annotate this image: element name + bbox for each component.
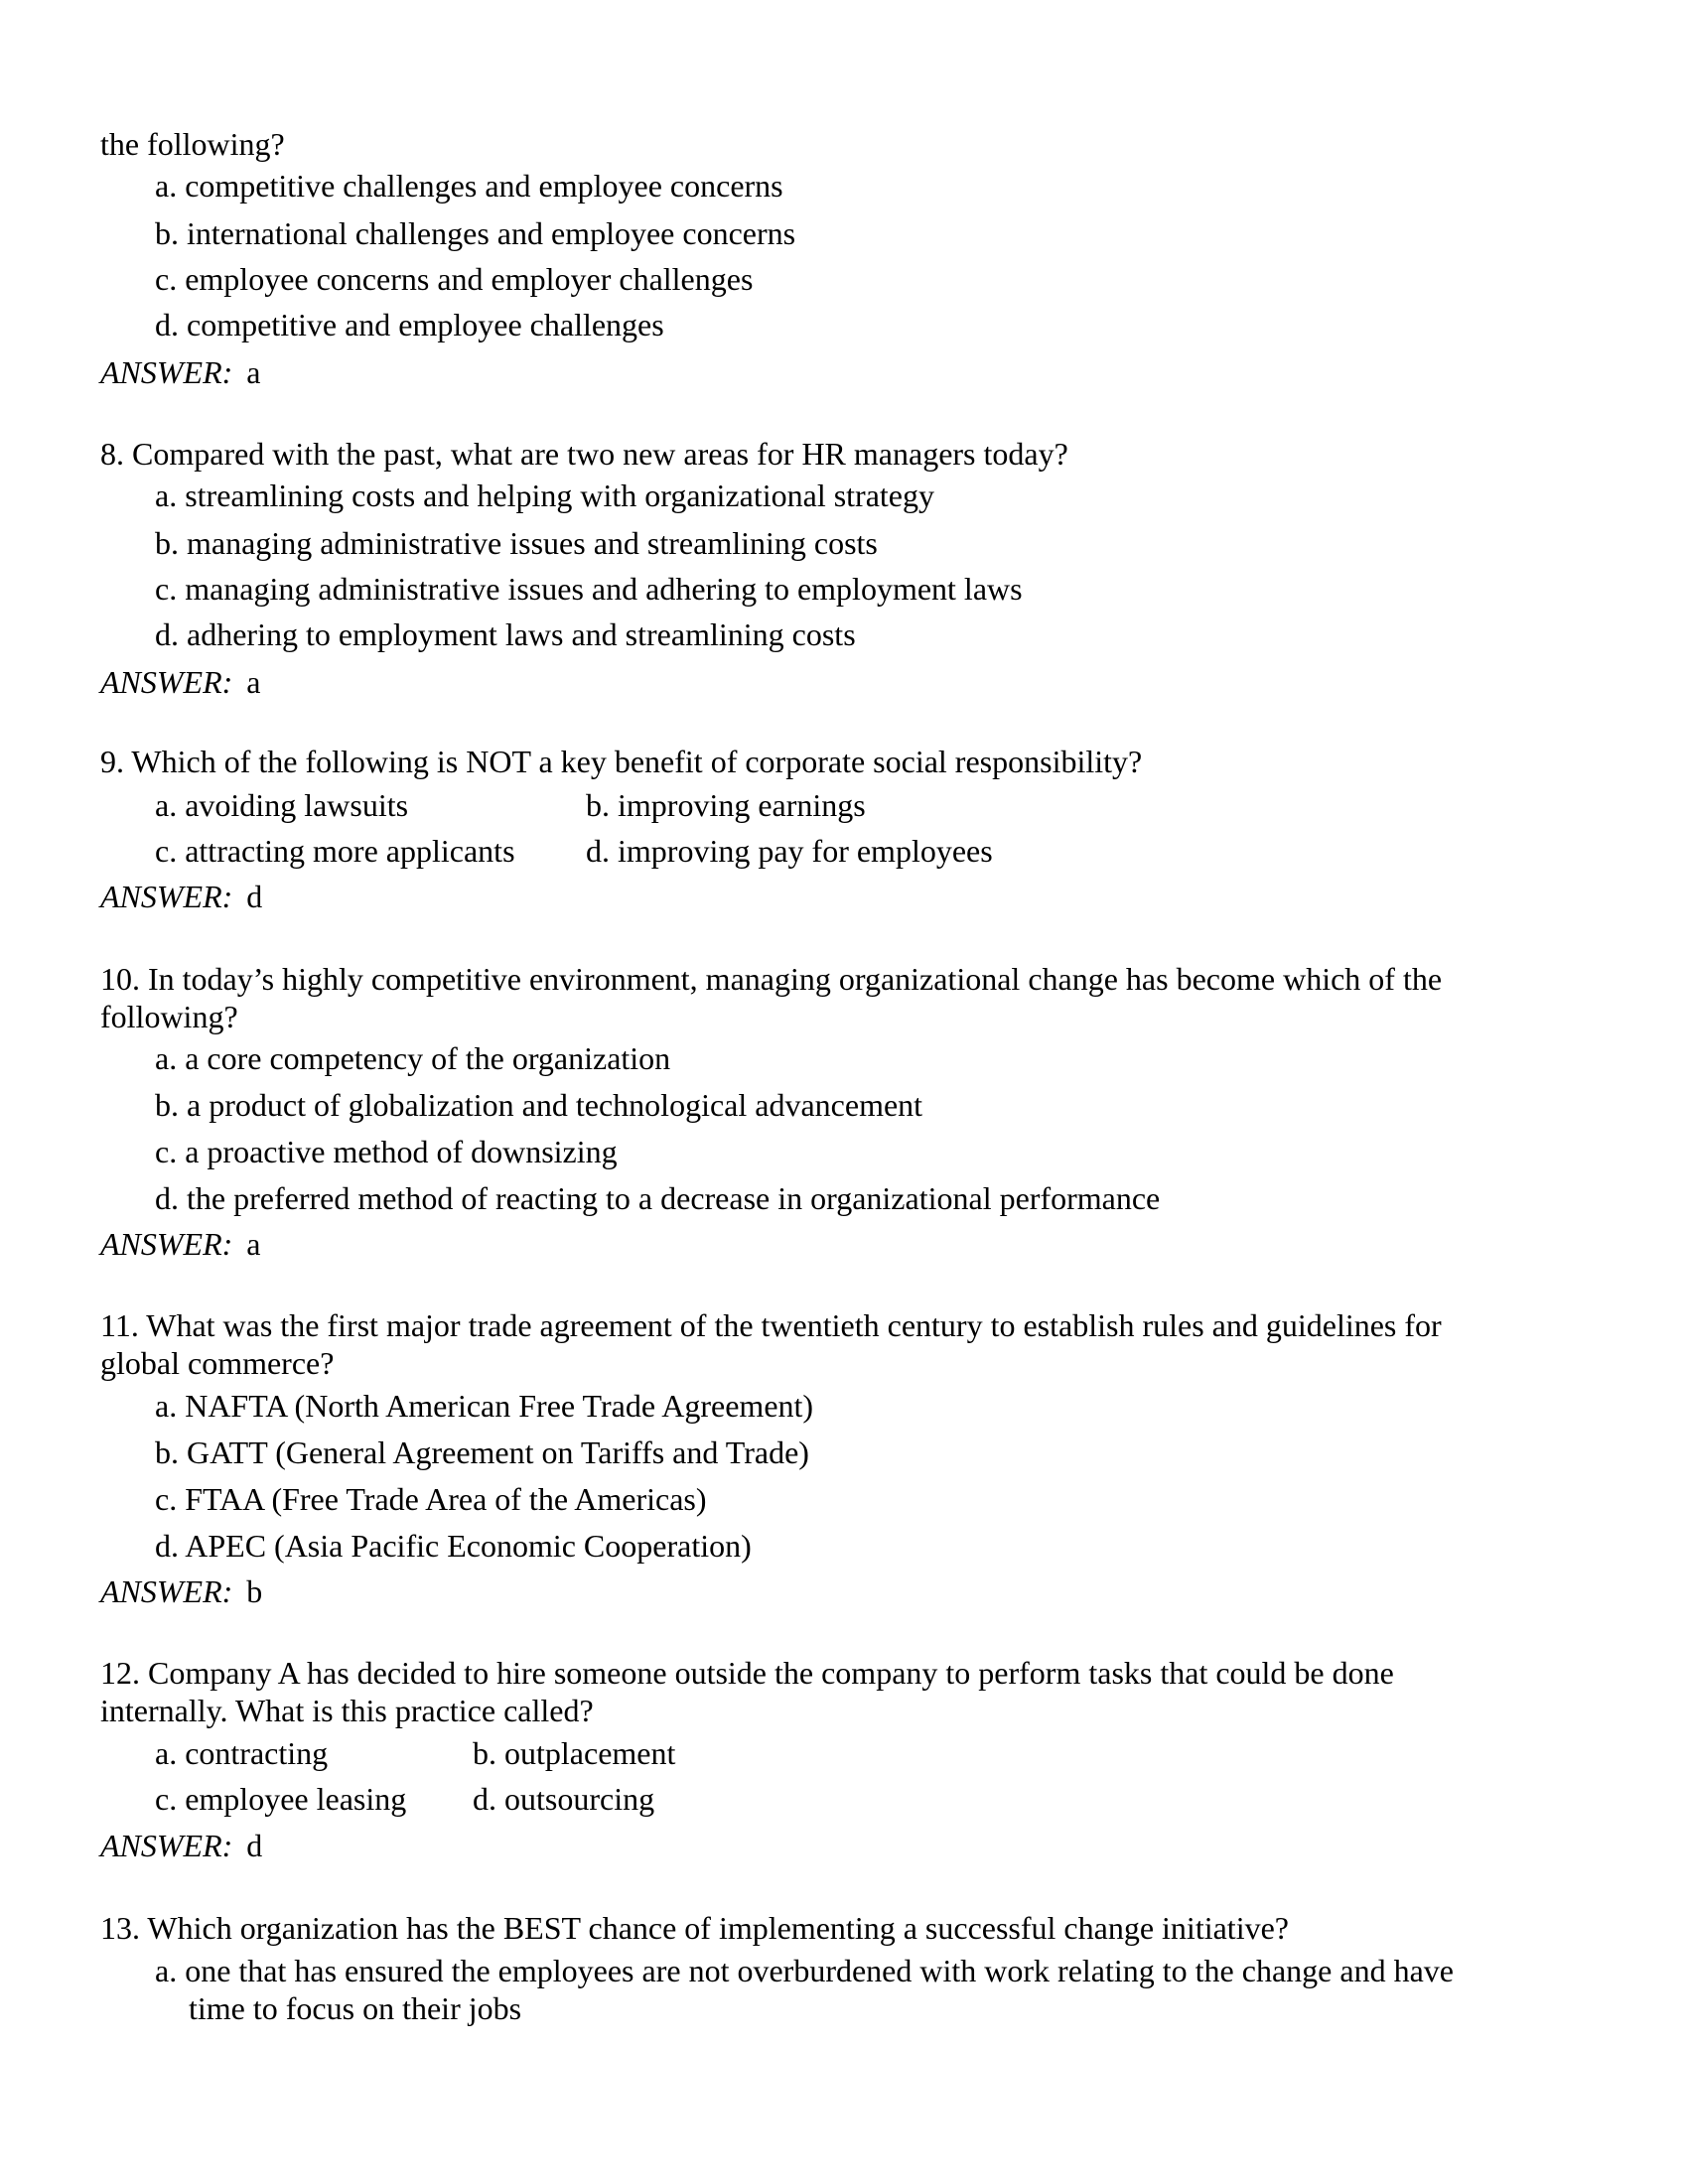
- answer: [100, 664, 261, 700]
- answer-label: ANSWER:: [100, 664, 233, 700]
- option-c: c. employee concerns and employer challenges: [155, 261, 754, 297]
- option-a: a. avoiding lawsuits: [155, 787, 409, 823]
- option-d: d. the preferred method of reacting to a decrease in organizational performance: [155, 1180, 1161, 1216]
- answer-label: ANSWER:: [100, 1828, 233, 1863]
- option-b: b. managing administrative issues and streamlining costs: [155, 525, 878, 561]
- answer-value: a: [246, 664, 261, 700]
- answer-value: a: [246, 354, 261, 390]
- option-c: c. attracting more applicants: [155, 833, 515, 869]
- question-text: 9. Which of the following is NOT a key benefit of corporate social responsibility?: [100, 744, 1143, 779]
- answer-value: d: [246, 879, 263, 914]
- answer: [100, 354, 261, 390]
- option-d: d. competitive and employee challenges: [155, 307, 664, 342]
- option-a: a. one that has ensured the employees are not overburdened with work relating to the change and have: [155, 1953, 1454, 1988]
- answer: [100, 1226, 261, 1262]
- option-c: c. FTAA (Free Trade Area of the Americas): [155, 1481, 707, 1517]
- option-c: c. employee leasing: [155, 1781, 407, 1817]
- question-text: 13. Which organization has the BEST chance of implementing a successful change initiative?: [100, 1910, 1289, 1946]
- option-b: b. international challenges and employee concerns: [155, 215, 796, 251]
- option-b: b. outplacement: [473, 1735, 676, 1771]
- answer-value: b: [246, 1573, 263, 1609]
- option-a: a. competitive challenges and employee concerns: [155, 168, 783, 204]
- question-text: the following?: [100, 126, 285, 162]
- option-c: c. managing administrative issues and adhering to employment laws: [155, 571, 1023, 607]
- answer-label: ANSWER:: [100, 1573, 233, 1609]
- answer-label: ANSWER:: [100, 879, 233, 914]
- option-d: d. outsourcing: [473, 1781, 655, 1817]
- question-text-cont: following?: [100, 999, 238, 1034]
- question-text: 10. In today’s highly competitive environment, managing organizational change has become which of the: [100, 961, 1443, 997]
- option-d: d. adhering to employment laws and streamlining costs: [155, 616, 856, 652]
- option-a: a. contracting: [155, 1735, 329, 1771]
- option-c: c. a proactive method of downsizing: [155, 1134, 618, 1169]
- option-a: a. NAFTA (North American Free Trade Agreement): [155, 1388, 814, 1424]
- answer-label: ANSWER:: [100, 1226, 233, 1262]
- answer: [100, 1828, 262, 1863]
- option-b: b. improving earnings: [586, 787, 866, 823]
- answer: [100, 879, 262, 914]
- question-text-cont: global commerce?: [100, 1345, 335, 1381]
- question-text: 12. Company A has decided to hire someone outside the company to perform tasks that could be done: [100, 1655, 1394, 1691]
- option-d: d. APEC (Asia Pacific Economic Cooperation): [155, 1528, 752, 1564]
- option-a: a. a core competency of the organization: [155, 1040, 671, 1076]
- answer: [100, 1573, 262, 1609]
- question-text: 8. Compared with the past, what are two new areas for HR managers today?: [100, 436, 1068, 472]
- answer-label: ANSWER:: [100, 354, 233, 390]
- option-a: a. streamlining costs and helping with organizational strategy: [155, 478, 934, 513]
- question-text: 11. What was the first major trade agreement of the twentieth century to establish rules and guidelines for: [100, 1307, 1442, 1343]
- option-a-cont: time to focus on their jobs: [189, 1990, 522, 2026]
- answer-value: a: [246, 1226, 261, 1262]
- option-d: d. improving pay for employees: [586, 833, 993, 869]
- answer-value: d: [246, 1828, 263, 1863]
- question-text-cont: internally. What is this practice called?: [100, 1693, 594, 1728]
- option-b: b. a product of globalization and technological advancement: [155, 1087, 923, 1123]
- option-b: b. GATT (General Agreement on Tariffs and Trade): [155, 1434, 809, 1470]
